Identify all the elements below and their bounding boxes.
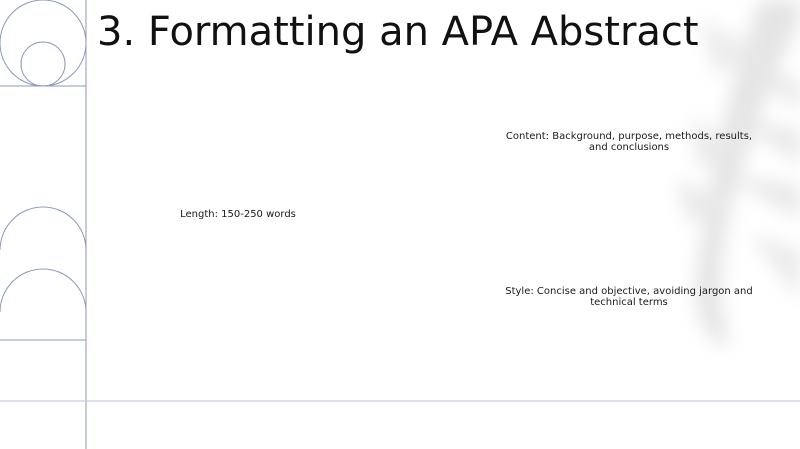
style-point: Style: Concise and objective, avoiding jargon and technical terms	[505, 286, 753, 308]
length-point: Length: 150-250 words	[180, 209, 296, 220]
circle-outline-icon	[0, 0, 86, 86]
content-point: Content: Background, purpose, methods, results, and conclusions	[505, 131, 753, 153]
arch-outline	[0, 269, 86, 312]
circle-outline-icon	[21, 42, 65, 86]
slide-title: 3. Formatting an APA Abstract	[97, 9, 699, 55]
arch-outline	[0, 207, 86, 250]
